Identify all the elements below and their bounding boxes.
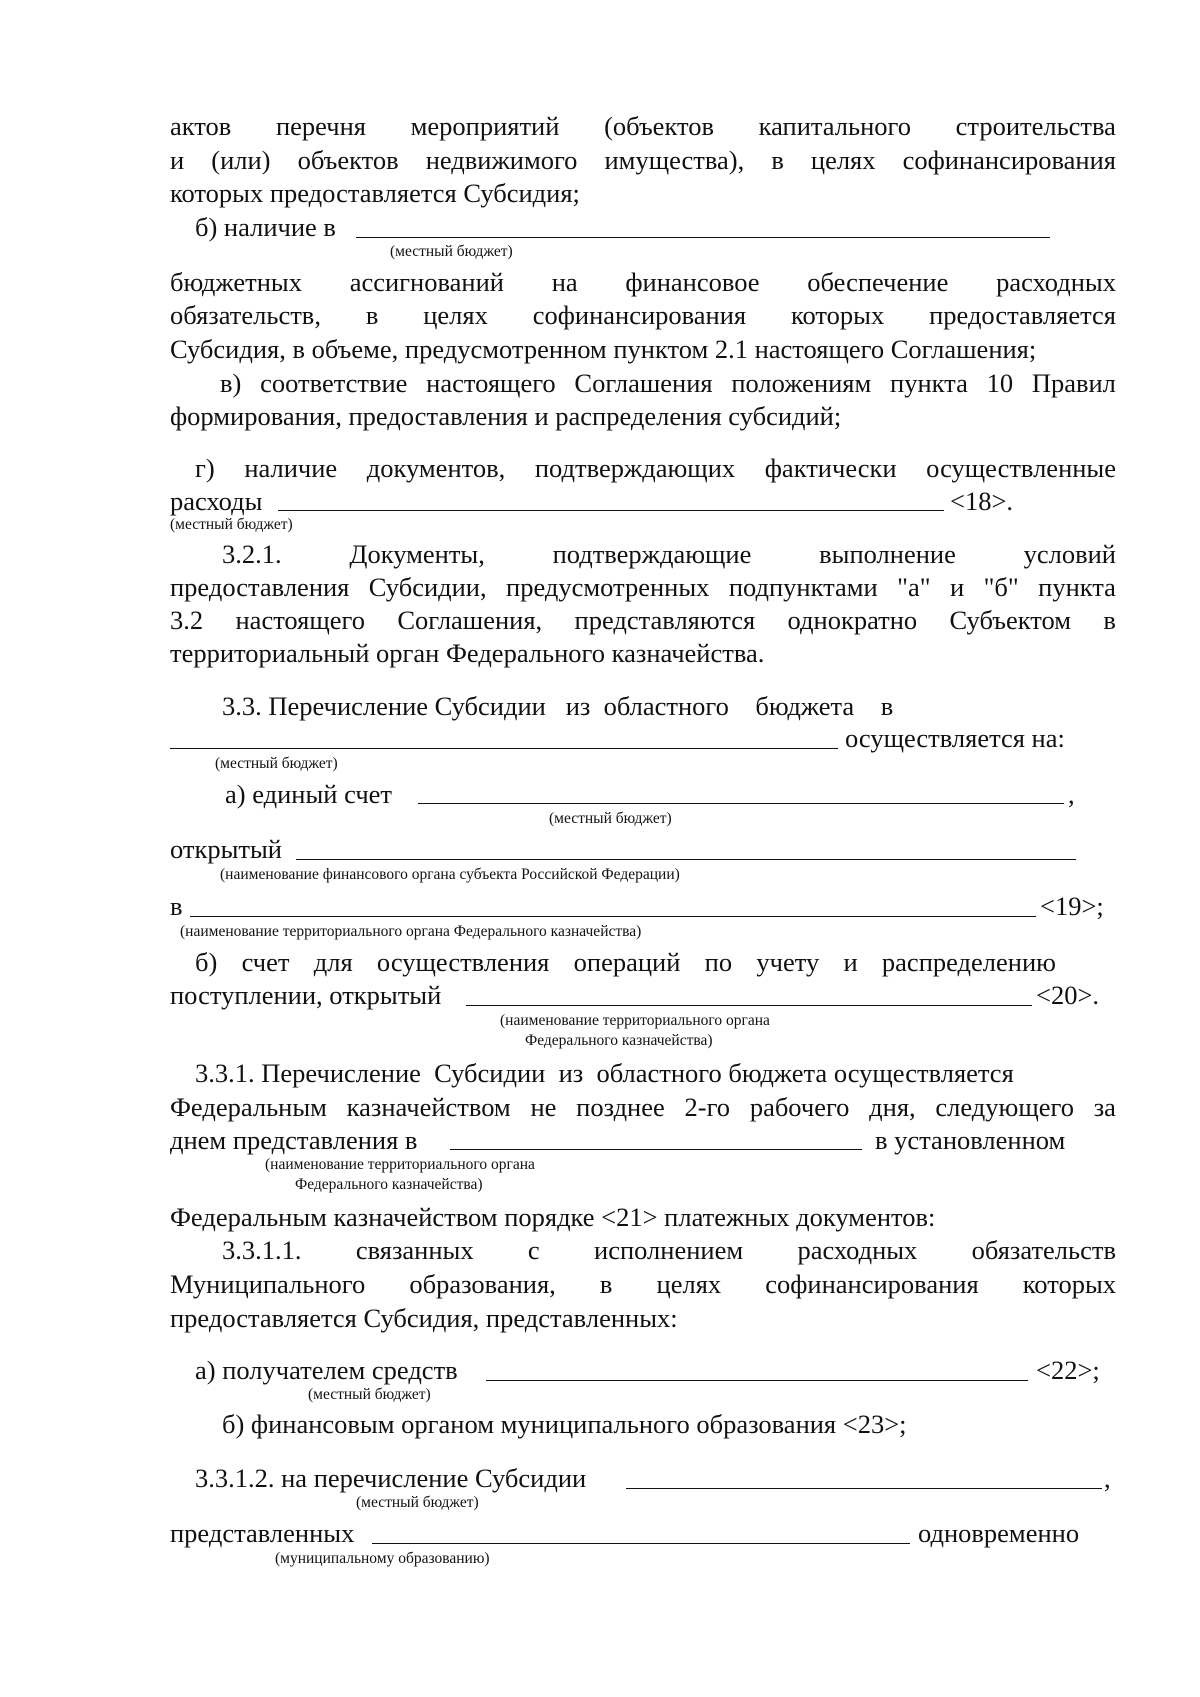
word: казначейством — [346, 1092, 511, 1122]
line-text: которых предоставляется Субсидия; — [170, 178, 580, 208]
word: не — [530, 1092, 557, 1122]
field-caption: Федерального казначейства) — [295, 1176, 483, 1193]
word: 3.3.1.1. — [222, 1235, 302, 1265]
field-caption: (местный бюджет) — [308, 1386, 431, 1403]
footnote-ref: <20>. — [1036, 980, 1100, 1010]
word: фактически — [764, 453, 897, 483]
word: дня, — [869, 1092, 916, 1122]
field-caption: (местный бюджет) — [549, 810, 672, 827]
line-text: 3.3.1. Перечисление Субсидии из областного бюджета осуществляется — [195, 1058, 1014, 1088]
word: и — [170, 145, 185, 175]
word: которых — [791, 300, 885, 330]
justified-line — [170, 299, 1116, 331]
blank-line — [296, 859, 1076, 860]
word: исполнением — [594, 1235, 744, 1265]
word: в — [771, 145, 784, 175]
word: целях — [656, 1269, 722, 1299]
word: расходных — [797, 1235, 918, 1265]
word: предоставления — [170, 572, 350, 602]
word: Субсидии, — [368, 572, 487, 602]
word: выполнение — [819, 539, 956, 569]
line-text: одновременно — [918, 1518, 1080, 1548]
blank-line — [372, 1543, 910, 1544]
justified-line — [220, 367, 1116, 399]
blank-line — [356, 237, 1050, 238]
word: 3.2 — [170, 605, 204, 635]
word: подпунктами — [728, 572, 878, 602]
field-caption: (местный бюджет) — [356, 1494, 479, 1511]
footnote-ref: <19>; — [1040, 891, 1104, 921]
word: обязательств, — [170, 300, 321, 330]
word: "б" — [983, 572, 1019, 602]
word: объектов — [297, 145, 399, 175]
justified-line — [170, 110, 1116, 142]
word: за — [1093, 1092, 1116, 1122]
blank-line — [278, 510, 944, 511]
word: в — [599, 1269, 613, 1299]
blank-line — [626, 1488, 1102, 1489]
word: перечня — [275, 111, 366, 141]
word: на — [551, 267, 578, 297]
line-text: предоставляется Субсидия, представленных: — [170, 1303, 678, 1333]
blank-line — [190, 916, 1036, 917]
word: актов — [170, 111, 232, 141]
line-text: Федеральным казначейством порядке <21> платежных документов: — [170, 1202, 936, 1232]
word: обязательств — [971, 1235, 1116, 1265]
line-text: открытый — [170, 834, 282, 864]
justified-line — [222, 1234, 1116, 1266]
line-text: б) наличие в — [195, 212, 336, 242]
word: счет — [241, 947, 290, 977]
word: следующего — [935, 1092, 1074, 1122]
word: позднее — [576, 1092, 665, 1122]
word: Документы, — [349, 539, 485, 569]
word: подтверждающих — [534, 453, 736, 483]
word: и — [949, 572, 965, 602]
word: бюджетных — [170, 267, 302, 297]
line-text: 3.3. Перечисление Субсидии из областного бюджета в — [222, 691, 894, 721]
word: операций — [573, 947, 681, 977]
word: подтверждающие — [552, 539, 752, 569]
word: представляются — [574, 605, 756, 635]
word: рабочего — [749, 1092, 850, 1122]
line-text: а) получателем средств — [195, 1355, 458, 1385]
word: г) — [195, 453, 215, 483]
field-caption: (наименование территориального органа — [265, 1156, 535, 1173]
justified-line — [195, 452, 1116, 484]
footnote-ref: <22>; — [1036, 1355, 1100, 1385]
word: положениям — [731, 368, 872, 398]
word: Федеральным — [170, 1092, 327, 1122]
word: по — [704, 947, 733, 977]
field-caption: (наименование финансового органа субъекта Российской Федерации) — [220, 866, 680, 883]
word: Субъектом — [949, 605, 1072, 635]
word: осуществления — [376, 947, 550, 977]
word: Соглашения — [574, 368, 713, 398]
word: пункта — [1038, 572, 1116, 602]
word: связанных — [355, 1235, 474, 1265]
justified-line — [222, 538, 1116, 570]
footnote-ref: <18>. — [950, 486, 1014, 516]
word: настоящего — [426, 368, 556, 398]
field-caption: (местный бюджет) — [390, 243, 513, 260]
justified-line — [170, 144, 1116, 176]
word: 3.2.1. — [222, 539, 282, 569]
word: однократно — [787, 605, 918, 635]
word: предоставляется — [929, 300, 1116, 330]
word: целях — [423, 300, 488, 330]
justified-line — [170, 1091, 1116, 1123]
line-text: б) финансовым органом муниципального образования <23>; — [222, 1409, 907, 1439]
line-text: в — [170, 891, 183, 921]
word: обеспечение — [807, 267, 949, 297]
word: (или) — [211, 145, 271, 175]
word: финансовое — [625, 267, 760, 297]
justified-line — [170, 571, 1116, 603]
line-text: территориальный орган Федерального казначейства. — [170, 638, 765, 668]
word: мероприятий — [410, 111, 560, 141]
field-caption: (местный бюджет) — [170, 516, 293, 533]
word: учету — [756, 947, 820, 977]
word: условий — [1023, 539, 1116, 569]
blank-line — [418, 803, 1064, 804]
word: (объектов — [604, 111, 714, 141]
field-caption: (местный бюджет) — [215, 755, 338, 772]
word: Правил — [1031, 368, 1116, 398]
word: капитального — [758, 111, 911, 141]
line-text: в установленном — [875, 1125, 1066, 1155]
line-text: представленных — [170, 1518, 355, 1548]
word: в — [365, 300, 379, 330]
word: расходных — [996, 267, 1116, 297]
line-text: поступлении, открытый — [170, 980, 442, 1010]
word: ассигнований — [349, 267, 504, 297]
word: для — [313, 947, 353, 977]
word: Соглашения, — [397, 605, 543, 635]
word: 2-го — [684, 1092, 731, 1122]
word: наличие — [244, 453, 338, 483]
word: документов, — [366, 453, 506, 483]
line-text: , — [1068, 779, 1075, 809]
word: 10 — [986, 368, 1014, 398]
field-caption: (муниципальному образованию) — [275, 1550, 490, 1567]
line-text: Субсидия, в объеме, предусмотренном пунктом 2.1 настоящего Соглашения; — [170, 334, 1037, 364]
word: недвижимого — [425, 145, 578, 175]
word: Муниципального — [170, 1269, 366, 1299]
line-text: днем представления в — [170, 1125, 418, 1155]
word: "а" — [897, 572, 931, 602]
line-text: а) единый счет — [225, 779, 392, 809]
blank-line — [450, 1149, 862, 1150]
field-caption: Федерального казначейства) — [525, 1032, 713, 1049]
word: строительства — [955, 111, 1116, 141]
word: софинансирования — [765, 1269, 979, 1299]
word: и — [843, 947, 858, 977]
word: настоящего — [235, 605, 365, 635]
line-text: осуществляется на: — [845, 723, 1065, 753]
word: предусмотренных — [506, 572, 710, 602]
word: софинансирования — [532, 300, 747, 330]
justified-line — [195, 946, 1056, 978]
line-text: расходы — [170, 486, 263, 516]
word: с — [527, 1235, 540, 1265]
blank-line — [466, 1005, 1032, 1006]
word: б) — [195, 947, 218, 977]
blank-line — [486, 1380, 1028, 1381]
field-caption: (наименование территориального органа — [500, 1012, 770, 1029]
line-text: 3.3.1.2. на перечисление Субсидии — [195, 1463, 587, 1493]
word: соответствие — [260, 368, 408, 398]
word: имущества), — [604, 145, 745, 175]
field-caption: (наименование территориального органа Федерального казначейства) — [180, 923, 642, 940]
justified-line — [170, 604, 1116, 636]
line-text: , — [1104, 1463, 1111, 1493]
word: осуществленные — [926, 453, 1116, 483]
blank-line — [170, 748, 838, 749]
word: в — [1103, 605, 1116, 635]
justified-line — [170, 266, 1116, 298]
word: целях — [810, 145, 876, 175]
word: софинансирования — [902, 145, 1116, 175]
line-text: формирования, предоставления и распределения субсидий; — [170, 401, 842, 431]
word: образования, — [409, 1269, 556, 1299]
word: распределению — [881, 947, 1056, 977]
word: пункта — [890, 368, 968, 398]
justified-line — [170, 1268, 1116, 1300]
word: в) — [220, 368, 242, 398]
word: которых — [1022, 1269, 1116, 1299]
